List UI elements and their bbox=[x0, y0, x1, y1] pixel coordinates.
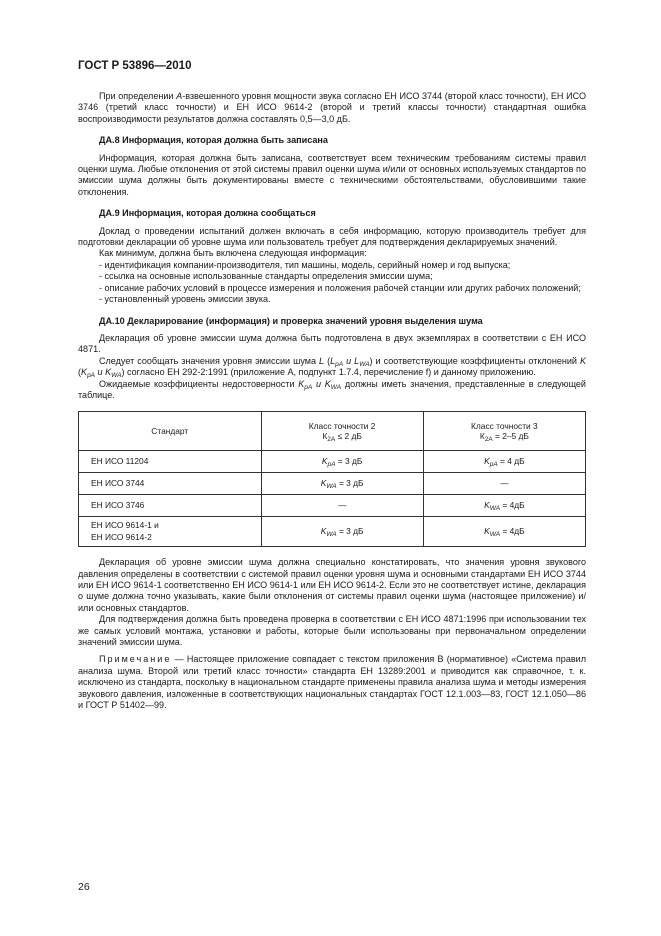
table-cell-class-2: $K_{WA} = 3$ дБ bbox=[261, 517, 423, 547]
table-row bbox=[79, 473, 586, 495]
table-cell-class-3: $K_{WA} = 4дБ$ bbox=[423, 517, 585, 547]
uncertainty-table bbox=[78, 411, 586, 547]
page-number: 26 bbox=[78, 881, 90, 893]
table-cell-standard: ЕН ИСО 3746 bbox=[79, 495, 262, 517]
table-row bbox=[79, 451, 586, 473]
section-da10-title: ДА.10 Декларирование (информация) и проверка значений уровня выделения шума bbox=[99, 315, 483, 326]
section-da10-paragraph-1: Декларация об уровне эмиссии шума должна быть подготовлена в двух экземплярах в соответствии с ЕН ИСО 4871. bbox=[78, 332, 586, 355]
list-item: - ссылка на основные использованные стандарты определения эмиссии шума; bbox=[99, 271, 433, 282]
table-cell-class-2: $K_{pA} = 3$ дБ bbox=[261, 451, 423, 473]
table-header-class-2: Класс точности 2 $К_{2A} \le 2$ дБ bbox=[261, 412, 423, 451]
table-cell-class-2: $K_{WA} = 3$ дБ bbox=[261, 473, 423, 495]
table-row bbox=[79, 495, 586, 517]
section-da9-paragraph-1: Доклад о проведении испытаний должен включать в себя информацию, которую производитель требует для подготовки декларации об уровне шума или пользователь требует для подтверждения декларируемых значений. bbox=[78, 225, 586, 248]
list-item: - описание рабочих условий в процессе измерения и положения рабочей станции или других рабочих положений; bbox=[99, 282, 581, 293]
document-header: ГОСТ Р 53896—2010 bbox=[78, 60, 192, 72]
list-item: - идентификация компании-производителя, тип машины, модель, серийный номер и год выпуска; bbox=[99, 259, 511, 270]
table-cell-class-3: — bbox=[423, 473, 585, 495]
section-da9-paragraph-2: Как минимум, должна быть включена следующая информация: bbox=[99, 248, 367, 259]
section-da10-paragraph-2: Следует сообщать значения уровня эмиссии шума L ($L_{pA}$ и $L_{WA}$) и соответствующие коэффициенты отклонений K ($K_{pA}$ и $K_{WA}$) согласно ЕН 292-2:1991 (приложение А, подпункт 1.7.4, перечисление f) и данному приложению. bbox=[78, 355, 586, 380]
table-header-class-3: Класс точности 3 $К_{2A} = 2-5$ дБ bbox=[423, 412, 585, 451]
section-da9-title: ДА.9 Информация, которая должна сообщаться bbox=[99, 208, 316, 219]
section-da8-title: ДА.8 Информация, которая должна быть записана bbox=[99, 135, 328, 146]
list-item: - установленный уровень эмиссии звука. bbox=[99, 294, 271, 305]
note-label: Примечание bbox=[99, 654, 172, 665]
table-header-standard: Стандарт bbox=[79, 412, 262, 451]
table-row bbox=[79, 517, 586, 547]
intro-paragraph: При определении А-взвешенного уровня мощности звука согласно ЕН ИСО 3744 (второй класс точности), ЕН ИСО 3746 (третий класс точности) и ЕН ИСО 9614-2 (второй и третий классы точности) стандартная ошибка воспроизводимости результатов должна составлять 0,5—3,0 дБ. bbox=[78, 91, 586, 124]
note-paragraph: Примечание — Настоящее приложение совпадает с текстом приложения В (нормативное) «Система правил анализа шума. Второй или третий класс точности» стандарта ЕН 13289:2001 и приводится как справочное, т. к. исключено из стандарта, поскольку в национальном стандарте применены правила анализа шума и методы измерения звукового давления, изложенные в соответствующих национальных стандартах ГОСТ 12.1.003—83, ГОСТ 12.1.050—86 и ГОСТ Р 51402—99. bbox=[78, 654, 586, 711]
section-da10-paragraph-3: Ожидаемые коэффициенты недостоверности $K_{pA}$ и $K_{WA}$ должны иметь значения, представленные в следующей таблице. bbox=[78, 378, 586, 400]
table-cell-standard: ЕН ИСО 3744 bbox=[79, 473, 262, 495]
table-cell-class-3: $K_{WA} = 4дБ$ bbox=[423, 495, 585, 517]
declaration-paragraph: Декларация об уровне эмиссии шума должна специально констатировать, что значения уровня звукового давления определены в соответствии с системой правил оценки уровня шума и основными стандартами ЕН ИСО 3744 или ЕН ИСО 9614-1 соответственно ЕН ИСО 9614-1 или ЕН ИСО 9614-2. Если это не соответствует истине, декларация о шуме должна точно указывать, какие были отклонения от системы правил оценки шума (настоящее приложение) и/или основных стандартов. bbox=[78, 557, 586, 613]
table-header-row bbox=[79, 412, 586, 451]
table-cell-class-2: — bbox=[261, 495, 423, 517]
table-cell-standard: ЕН ИСО 9614-1 и ЕН ИСО 9614-2 bbox=[79, 517, 262, 547]
table-cell-class-3: $K_{pA} = 4$ дБ bbox=[423, 451, 585, 473]
section-da8-paragraph: Информация, которая должна быть записана, соответствует всем техническим требованиям системы правил оценки шума. Любые отклонения от этой системы правил оценки шума и/или от основных используемых стандартов по эмиссии шума должны быть документированы вместе с техническими обстоятельствами, обусловившими такие отклонения. bbox=[78, 152, 586, 197]
table-cell-standard: ЕН ИСО 11204 bbox=[79, 451, 262, 473]
verification-paragraph: Для подтверждения должна быть проведена проверка в соответствии с ЕН ИСО 4871:1996 при использовании тех же самых условий монтажа, установки и работы, которые были использованы при первоначальном определении значений эмиссии шума. bbox=[78, 614, 586, 647]
document-body bbox=[78, 91, 586, 711]
